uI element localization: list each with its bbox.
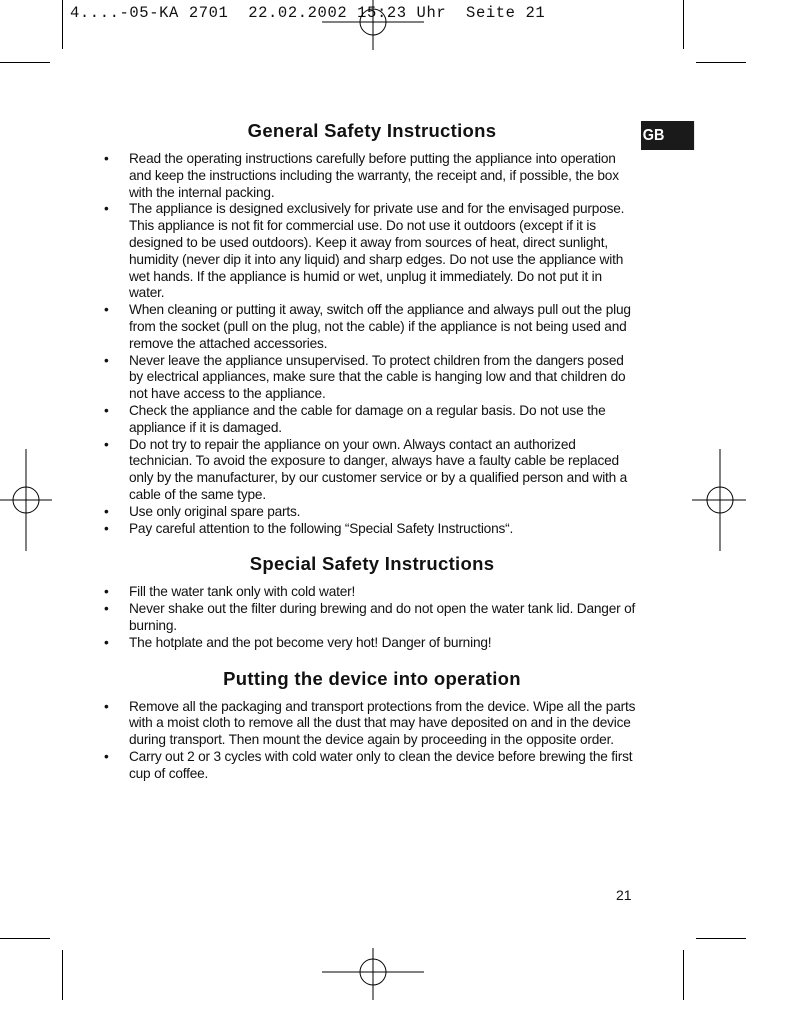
crop-mark xyxy=(683,950,684,1000)
crop-mark xyxy=(696,938,746,939)
list-item: • Never leave the appliance unsupervised. To protect children from the dangers posed by electrical appliances, make sure that the cable is hanging low and that children do not have access to the appliance. xyxy=(104,353,640,403)
list-item: • When cleaning or putting it away, switch off the appliance and always pull out the plug from the socket (pull on the plug, not the cable) if the appliance is not being used and remove the attached accessories. xyxy=(104,302,640,352)
bullet-list xyxy=(104,151,640,537)
crop-mark xyxy=(0,62,50,63)
crop-mark xyxy=(696,62,746,63)
section-title: Special Safety Instructions xyxy=(249,553,495,575)
crop-mark xyxy=(683,0,684,49)
document-body xyxy=(104,118,640,783)
registration-mark-right xyxy=(692,449,746,551)
page-number: 21 xyxy=(616,887,632,903)
bullet-list xyxy=(104,584,640,651)
section-general-safety xyxy=(104,118,640,537)
registration-mark-bottom xyxy=(322,948,424,1000)
list-item: • Fill the water tank only with cold water! xyxy=(104,584,640,601)
section-title: General Safety Instructions xyxy=(247,120,497,141)
list-item: • The hotplate and the pot become very hot! Danger of burning! xyxy=(104,635,640,652)
list-item: • Carry out 2 or 3 cycles with cold water only to clean the device before brewing the first cup of coffee. xyxy=(104,749,640,783)
list-item: • Remove all the packaging and transport protections from the device. Wipe all the parts with a moist cloth to remove all the dust that may have deposited on and in the device during transport. Then mount the device again by proceeding in the opposite order. xyxy=(104,699,640,749)
bullet-list xyxy=(104,699,640,783)
list-item: • Do not try to repair the appliance on your own. Always contact an authorized technician. To avoid the exposure to danger, always have a faulty cable be replaced only by the manufacturer, by our customer service or by a qualified person and with a cable of the same type. xyxy=(104,437,640,504)
list-item: • Pay careful attention to the following “Special Safety Instructions“. xyxy=(104,521,640,538)
list-item: • The appliance is designed exclusively for private use and for the envisaged purpose. This appliance is not fit for commercial use. Do not use it outdoors (except if it is designed to be used outdoors). Keep it away from sources of heat, direct sunlight, humidity (never dip it into any liquid) and sharp edges. Do not use the appliance with wet hands. If the appliance is humid or wet, unplug it immediately. Do not put it in water. xyxy=(104,201,640,302)
language-tab: GB xyxy=(641,121,694,150)
crop-mark xyxy=(62,950,63,1000)
list-item: • Check the appliance and the cable for damage on a regular basis. Do not use the appliance if it is damaged. xyxy=(104,403,640,437)
list-item: • Never shake out the filter during brewing and do not open the water tank lid. Danger of burning. xyxy=(104,601,640,635)
crop-mark xyxy=(62,0,63,49)
section-title: Putting the device into operation xyxy=(223,667,521,689)
list-item: • Use only original spare parts. xyxy=(104,504,640,521)
registration-mark-top xyxy=(322,0,424,50)
list-item: • Read the operating instructions carefully before putting the appliance into operation and keep the instructions including the warranty, the receipt and, if possible, the box with the internal packing. xyxy=(104,151,640,201)
print-header: 4....-05-KA 2701 22.02.2002 15:23 Uhr Seite 21 xyxy=(70,4,546,22)
section-special-safety xyxy=(104,551,640,651)
registration-mark-left xyxy=(0,449,52,551)
section-operation xyxy=(104,666,640,783)
crop-mark xyxy=(0,938,50,939)
